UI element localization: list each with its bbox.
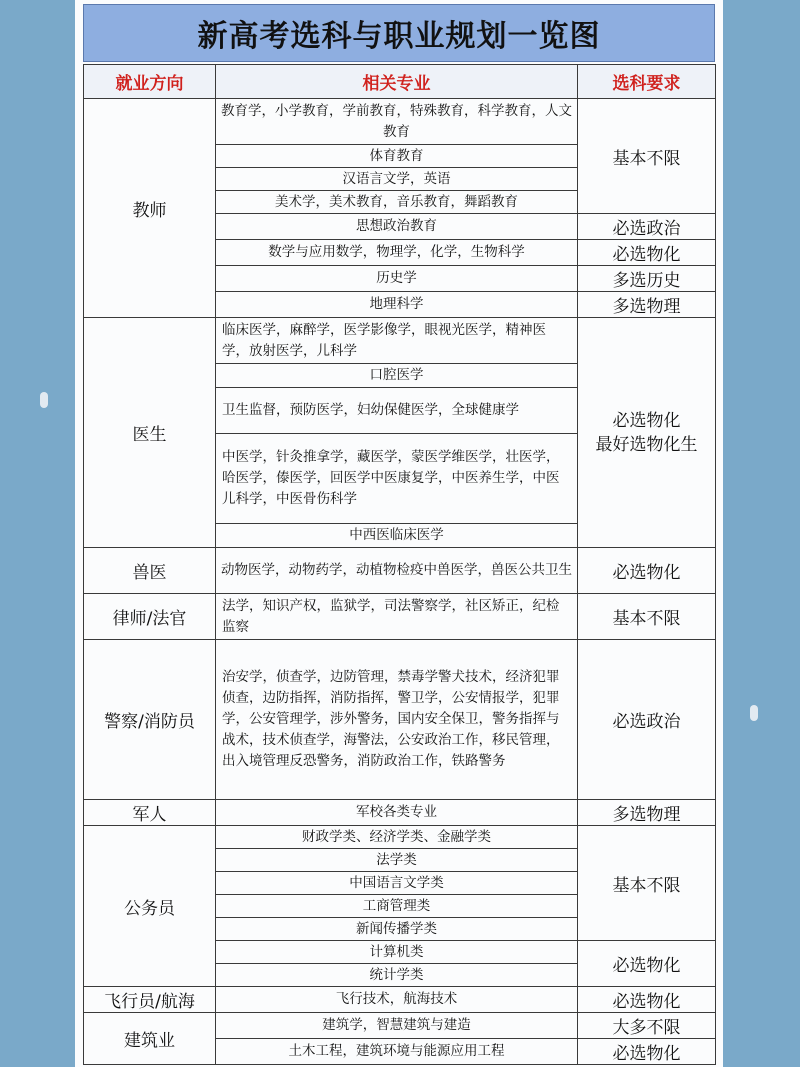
requirement-cell: 必选物化 <box>578 941 716 987</box>
table-header-row <box>84 65 716 99</box>
job-cell: 公务员 <box>84 826 216 987</box>
major-cell: 动物医学，动物药学，动植物检疫中兽医学，兽医公共卫生 <box>216 548 578 594</box>
requirement-line-1: 必选物化 最好选物化生 <box>595 410 698 455</box>
job-cell: 医生 <box>84 318 216 548</box>
major-cell: 体育教育 <box>216 145 578 168</box>
major-cell: 思想政治教育 <box>216 214 578 240</box>
major-cell: 统计学类 <box>216 964 578 987</box>
major-cell: 土木工程，建筑环境与能源应用工程 <box>216 1039 578 1065</box>
major-cell: 汉语言文学，英语 <box>216 168 578 191</box>
table-row <box>84 548 716 594</box>
requirement-cell <box>578 318 716 548</box>
major-cell: 建筑学，智慧建筑与建造 <box>216 1013 578 1039</box>
major-cell: 中医学，针灸推拿学，藏医学，蒙医学维医学，壮医学，哈医学，傣医学，回医学中医康复学，中医养生学，中医儿科学，中医骨伤科学 <box>216 434 578 524</box>
requirement-cell: 必选政治 <box>578 214 716 240</box>
job-cell: 教师 <box>84 99 216 318</box>
major-cell: 飞行技术，航海技术 <box>216 987 578 1013</box>
major-cell: 地理科学 <box>216 292 578 318</box>
job-cell: 警察/消防员 <box>84 640 216 800</box>
major-cell: 法学类 <box>216 849 578 872</box>
major-cell: 中西医临床医学 <box>216 524 578 548</box>
table-row <box>84 640 716 800</box>
requirement-cell: 多选物理 <box>578 292 716 318</box>
table-row <box>84 800 716 826</box>
major-cell: 治安学，侦查学，边防管理，禁毒学警犬技术，经济犯罪侦查，边防指挥，消防指挥，警卫学，公安情报学，犯罪学，公安管理学，涉外警务，国内安全保卫，警务指挥与战术，技术侦查学，海警法，公安政治工作，移民管理，出入境管理反恐警务，消防政治工作，铁路警务 <box>216 640 578 800</box>
major-cell: 计算机类 <box>216 941 578 964</box>
job-cell: 兽医 <box>84 548 216 594</box>
requirement-cell: 基本不限 <box>578 826 716 941</box>
job-cell: 军人 <box>84 800 216 826</box>
left-decor-dot <box>40 392 48 408</box>
header-requirement: 选科要求 <box>578 65 716 99</box>
job-cell: 飞行员/航海 <box>84 987 216 1013</box>
requirement-cell: 必选物化 <box>578 1039 716 1065</box>
table-row <box>84 594 716 640</box>
major-cell: 新闻传播学类 <box>216 918 578 941</box>
major-cell: 法学，知识产权，监狱学，司法警察学，社区矫正，纪检监察 <box>216 594 578 640</box>
major-cell: 中国语言文学类 <box>216 872 578 895</box>
major-cell: 财政学类、经济学类、金融学类 <box>216 826 578 849</box>
requirement-cell: 基本不限 <box>578 594 716 640</box>
requirement-cell: 多选物理 <box>578 800 716 826</box>
table-row <box>84 1013 716 1039</box>
right-decor-dot <box>750 705 758 721</box>
page-title: 新高考选科与职业规划一览图 <box>83 4 715 62</box>
requirement-cell: 基本不限 <box>578 99 716 214</box>
major-cell: 美术学，美术教育，音乐教育，舞蹈教育 <box>216 191 578 214</box>
career-table <box>83 64 716 1065</box>
requirement-cell: 必选物化 <box>578 987 716 1013</box>
major-cell: 口腔医学 <box>216 364 578 388</box>
major-cell: 数学与应用数学，物理学，化学，生物科学 <box>216 240 578 266</box>
header-major: 相关专业 <box>216 65 578 99</box>
major-cell: 工商管理类 <box>216 895 578 918</box>
requirement-cell: 大多不限 <box>578 1013 716 1039</box>
table-row <box>84 99 716 145</box>
major-cell: 教育学，小学教育，学前教育，特殊教育，科学教育，人文教育 <box>216 99 578 145</box>
job-cell: 建筑业 <box>84 1013 216 1065</box>
major-cell: 军校各类专业 <box>216 800 578 826</box>
requirement-cell: 多选历史 <box>578 266 716 292</box>
major-cell: 临床医学，麻醉学，医学影像学，眼视光医学，精神医学，放射医学，儿科学 <box>216 318 578 364</box>
requirement-cell: 必选政治 <box>578 640 716 800</box>
document-sheet <box>75 0 723 1067</box>
job-cell: 律师/法官 <box>84 594 216 640</box>
requirement-cell: 必选物化 <box>578 240 716 266</box>
table-row <box>84 987 716 1013</box>
table-row <box>84 318 716 364</box>
major-cell: 卫生监督，预防医学，妇幼保健医学，全球健康学 <box>216 388 578 434</box>
major-cell: 历史学 <box>216 266 578 292</box>
table-row <box>84 826 716 849</box>
header-job: 就业方向 <box>84 65 216 99</box>
requirement-cell: 必选物化 <box>578 548 716 594</box>
